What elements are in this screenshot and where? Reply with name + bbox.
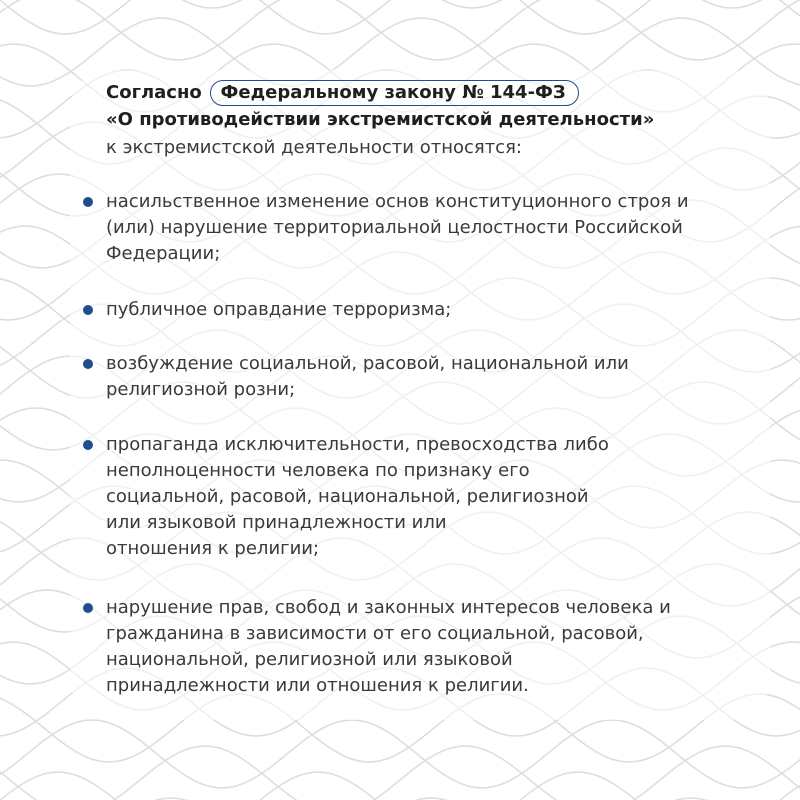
bullet-icon xyxy=(83,603,93,613)
intro-heading-line xyxy=(106,80,579,106)
wave-line xyxy=(0,0,800,34)
intro-prefix: Согласно xyxy=(106,82,202,103)
list-item-text: принадлежности или отношения к религии. xyxy=(106,675,529,696)
list-item-text: насильственное изменение основ конституционного строя и xyxy=(106,191,689,212)
list-item xyxy=(106,595,786,699)
list-item-text: пропаганда исключительности, превосходства либо xyxy=(106,434,609,455)
bullet-icon xyxy=(83,359,93,369)
wave-line xyxy=(0,746,800,800)
list-item-text: или языковой принадлежности или xyxy=(106,512,447,533)
law-name-badge: Федеральному закону № 144-ФЗ xyxy=(210,80,579,106)
bullet-icon xyxy=(83,305,93,315)
list-item xyxy=(106,189,786,267)
list-item-text: Федерации; xyxy=(106,243,221,264)
list-item-text: социальной, расовой, национальной, религиозной xyxy=(106,486,589,507)
list-item-text: национальной, религиозной или языковой xyxy=(106,649,513,670)
list-item-text: неполноценности человека по признаку его xyxy=(106,460,530,481)
list-item-text: гражданина в зависимости от его социальной, расовой, xyxy=(106,623,644,644)
bullet-icon xyxy=(83,440,93,450)
list-item-text: (или) нарушение территориальной целостности Российской xyxy=(106,217,683,238)
list-item xyxy=(106,297,786,323)
list-item-text: нарушение прав, свобод и законных интересов человека и xyxy=(106,597,671,618)
intro-lead: к экстремистской деятельности относятся: xyxy=(106,137,522,158)
list-item xyxy=(106,432,786,562)
bullet-icon xyxy=(83,197,93,207)
wave-line xyxy=(0,0,800,8)
list-item-text: отношения к религии; xyxy=(106,538,320,559)
list-item-text: религиозной розни; xyxy=(106,379,296,400)
list-item-text: возбуждение социальной, расовой, национальной или xyxy=(106,353,629,374)
wave-line xyxy=(0,720,800,788)
law-title: «О противодействии экстремистской деятельности» xyxy=(106,109,655,130)
list-item-text: публичное оправдание терроризма; xyxy=(106,299,452,320)
list-item xyxy=(106,351,786,403)
